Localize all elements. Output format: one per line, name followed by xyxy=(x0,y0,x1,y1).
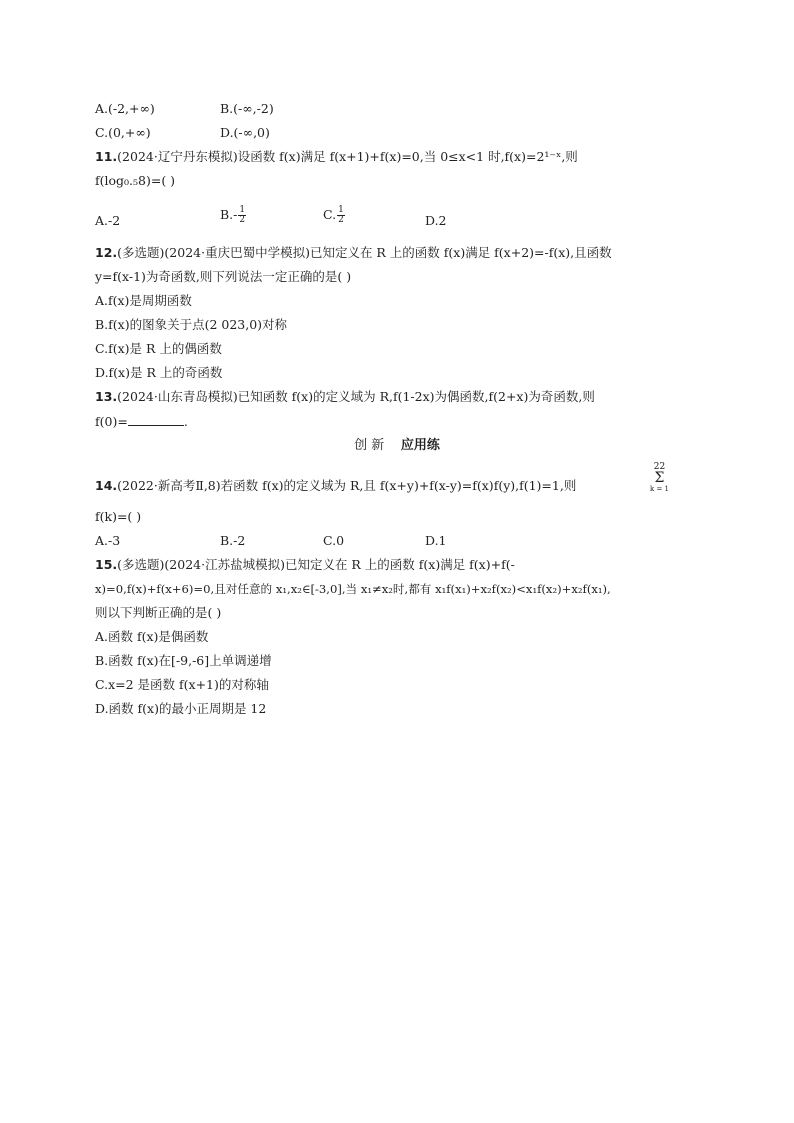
fraction-denominator: 2 xyxy=(239,215,246,225)
q12-option-a: A.f(x)是周期函数 xyxy=(95,293,192,308)
q14-option-a: A.-3 xyxy=(95,533,121,548)
q10-option-d: D.(-∞,0) xyxy=(220,125,270,140)
q12-number: 12. xyxy=(95,245,118,260)
q11-option-c-prefix: C. xyxy=(323,207,337,222)
q15-number: 15. xyxy=(95,557,118,572)
q12-option-b: B.f(x)的图象关于点(2 023,0)对称 xyxy=(95,317,288,332)
q15-stem xyxy=(95,557,515,573)
q11-number: 11. xyxy=(95,149,118,164)
q14-number: 14. xyxy=(95,478,118,493)
summation-symbol xyxy=(650,463,669,494)
fraction-numerator: 1 xyxy=(338,205,344,215)
q14-line2: f(k)=( ) xyxy=(95,509,142,524)
q11-option-b-prefix: B.- xyxy=(220,207,238,222)
fraction-numerator: 1 xyxy=(239,205,246,215)
q10-option-c: C.(0,+∞) xyxy=(95,125,151,140)
summation-lower: k = 1 xyxy=(650,485,670,493)
summation-upper: 22 xyxy=(653,462,666,472)
q12-option-d: D.f(x)是 R 上的奇函数 xyxy=(95,365,223,380)
q13-line2-prefix: f(0)= xyxy=(95,414,128,429)
q13-number: 13. xyxy=(95,389,118,404)
q11-option-c-fraction xyxy=(337,206,345,225)
q15-line3: 则以下判断正确的是( ) xyxy=(95,605,222,620)
q14-stem xyxy=(95,478,576,494)
summation-sigma: Σ xyxy=(654,470,665,486)
q15-option-d: D.函数 f(x)的最小正周期是 12 xyxy=(95,701,267,716)
q12-stem xyxy=(95,245,612,261)
q11-option-c xyxy=(323,206,346,225)
answer-blank xyxy=(128,413,184,426)
q11-line1: (2024·辽宁丹东模拟)设函数 f(x)满足 f(x+1)+f(x)=0,当 0≤x<1 时,f(x)=2¹⁻ˣ,则 xyxy=(117,149,578,164)
q13-line1: (2024·山东青岛模拟)已知函数 f(x)的定义域为 R,f(1-2x)为偶函数,f(2+x)为奇函数,则 xyxy=(117,389,595,404)
q15-option-c: C.x=2 是函数 f(x+1)的对称轴 xyxy=(95,677,269,692)
q15-option-a: A.函数 f(x)是偶函数 xyxy=(95,629,209,644)
q13-line2 xyxy=(95,413,188,430)
section-heading-right: 应用练 xyxy=(400,438,440,453)
q11-option-d: D.2 xyxy=(425,213,447,228)
section-heading xyxy=(0,438,794,454)
q11-stem xyxy=(95,149,578,165)
q13-line2-suffix: . xyxy=(183,414,188,429)
section-heading-left: 创 新 xyxy=(354,438,385,453)
q12-option-c: C.f(x)是 R 上的偶函数 xyxy=(95,341,222,356)
q14-option-d: D.1 xyxy=(425,533,447,548)
q10-option-b: B.(-∞,-2) xyxy=(220,101,274,116)
q15-option-b: B.函数 f(x)在[-9,-6]上单调递增 xyxy=(95,653,272,668)
q15-line2: x)=0,f(x)+f(x+6)=0,且对任意的 x₁,x₂∈[-3,0],当 x₁≠x₂时,都有 x₁f(x₁)+x₂f(x₂)<x₁f(x₂)+x₂f(x₁), xyxy=(95,582,611,596)
q15-line1: (多选题)(2024·江苏盐城模拟)已知定义在 R 上的函数 f(x)满足 f(x)+f(- xyxy=(117,557,515,572)
q10-option-a: A.(-2,+∞) xyxy=(95,101,155,116)
q11-option-b xyxy=(220,206,247,225)
q14-option-b: B.-2 xyxy=(220,533,246,548)
q11-option-b-fraction xyxy=(238,206,246,225)
q12-line2: y=f(x-1)为奇函数,则下列说法一定正确的是( ) xyxy=(95,269,352,284)
fraction-denominator: 2 xyxy=(338,215,344,225)
q13-stem xyxy=(95,389,595,405)
q14-option-c: C.0 xyxy=(323,533,345,548)
q12-line1: (多选题)(2024·重庆巴蜀中学模拟)已知定义在 R 上的函数 f(x)满足 f(x+2)=-f(x),且函数 xyxy=(117,245,612,260)
q14-line1: (2022·新高考Ⅱ,8)若函数 f(x)的定义域为 R,且 f(x+y)+f(x-y)=f(x)f(y),f(1)=1,则 xyxy=(117,478,577,493)
q11-option-a: A.-2 xyxy=(95,213,121,228)
q11-line2: f(log₀.₅8)=( ) xyxy=(95,173,176,188)
